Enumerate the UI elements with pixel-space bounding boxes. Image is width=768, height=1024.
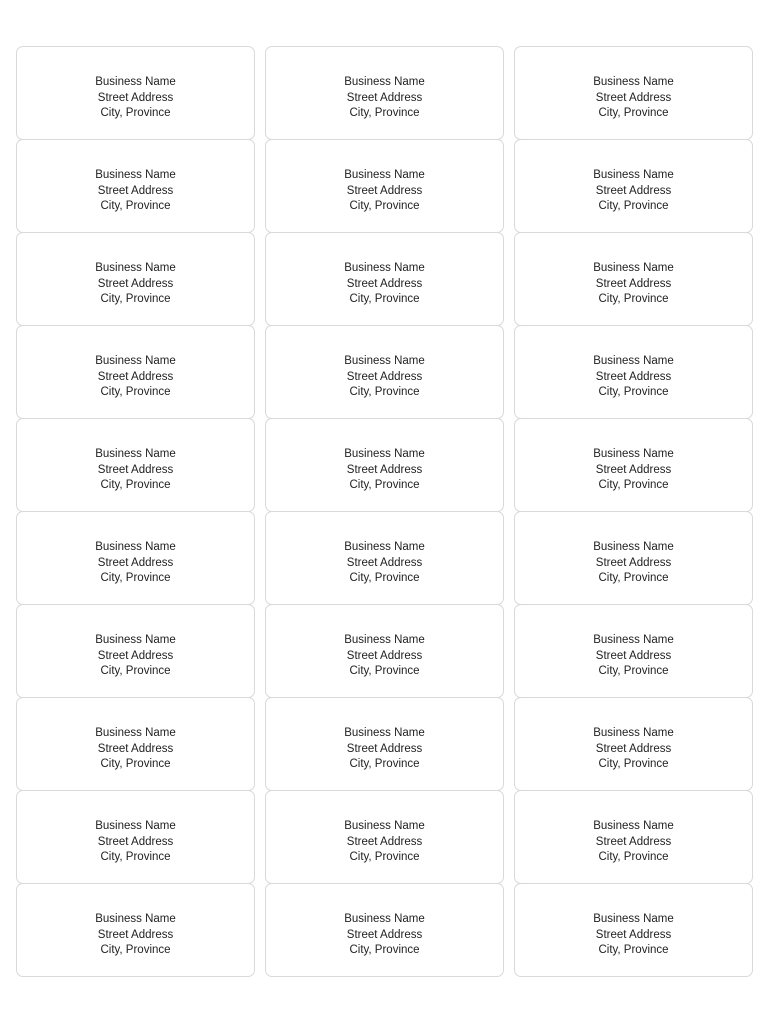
business-name-text: Business Name [344,169,425,181]
business-name-text: Business Name [593,820,674,832]
street-address-text: Street Address [97,835,174,848]
city-province-text: City, Province [598,758,669,770]
address-label [16,883,255,977]
business-name-text: Business Name [593,913,674,925]
city-province-text: City, Province [598,479,669,491]
street-address-text: Street Address [97,463,174,476]
address-label [514,697,753,791]
city-province-text: City, Province [100,665,171,677]
business-name-text: Business Name [344,727,425,739]
street-address-text: Street Address [97,649,174,662]
street-address-text: Street Address [346,649,423,662]
street-address-text: Street Address [595,649,672,662]
address-label [16,790,255,884]
business-name-text: Business Name [95,262,176,274]
address-label [265,46,504,140]
street-address-text: Street Address [346,556,423,569]
street-address-text: Street Address [346,370,423,383]
label-grid [16,46,753,976]
address-label [514,883,753,977]
business-name-text: Business Name [593,541,674,553]
business-name-text: Business Name [593,634,674,646]
street-address-text: Street Address [595,463,672,476]
city-province-text: City, Province [100,572,171,584]
city-province-text: City, Province [598,851,669,863]
address-label [265,232,504,326]
address-label [514,139,753,233]
street-address-text: Street Address [595,91,672,104]
street-address-text: Street Address [346,184,423,197]
business-name-text: Business Name [95,169,176,181]
address-label [16,511,255,605]
address-label [265,139,504,233]
city-province-text: City, Province [598,293,669,305]
address-label [514,46,753,140]
city-province-text: City, Province [598,944,669,956]
city-province-text: City, Province [349,479,420,491]
address-label [16,46,255,140]
street-address-text: Street Address [595,370,672,383]
address-label [265,325,504,419]
business-name-text: Business Name [593,169,674,181]
street-address-text: Street Address [346,463,423,476]
street-address-text: Street Address [346,835,423,848]
city-province-text: City, Province [349,851,420,863]
street-address-text: Street Address [97,277,174,290]
address-label [265,697,504,791]
business-name-text: Business Name [95,913,176,925]
street-address-text: Street Address [595,277,672,290]
city-province-text: City, Province [100,200,171,212]
business-name-text: Business Name [95,448,176,460]
address-label [514,604,753,698]
address-label [16,325,255,419]
business-name-text: Business Name [95,820,176,832]
business-name-text: Business Name [95,76,176,88]
street-address-text: Street Address [595,556,672,569]
city-province-text: City, Province [598,200,669,212]
address-label [16,604,255,698]
city-province-text: City, Province [100,479,171,491]
city-province-text: City, Province [349,758,420,770]
address-label [265,604,504,698]
business-name-text: Business Name [95,541,176,553]
city-province-text: City, Province [100,758,171,770]
business-name-text: Business Name [593,727,674,739]
business-name-text: Business Name [344,262,425,274]
city-province-text: City, Province [349,572,420,584]
city-province-text: City, Province [598,107,669,119]
street-address-text: Street Address [97,91,174,104]
city-province-text: City, Province [598,665,669,677]
business-name-text: Business Name [344,820,425,832]
business-name-text: Business Name [344,76,425,88]
address-label [16,232,255,326]
address-label [514,232,753,326]
address-label [265,418,504,512]
city-province-text: City, Province [100,293,171,305]
street-address-text: Street Address [346,742,423,755]
address-label [265,883,504,977]
business-name-text: Business Name [344,913,425,925]
business-name-text: Business Name [344,634,425,646]
business-name-text: Business Name [593,448,674,460]
city-province-text: City, Province [100,944,171,956]
business-name-text: Business Name [95,727,176,739]
city-province-text: City, Province [349,386,420,398]
address-label [514,325,753,419]
address-label [514,418,753,512]
street-address-text: Street Address [97,370,174,383]
street-address-text: Street Address [595,835,672,848]
city-province-text: City, Province [349,944,420,956]
address-label [16,418,255,512]
business-name-text: Business Name [344,541,425,553]
business-name-text: Business Name [593,262,674,274]
business-name-text: Business Name [593,355,674,367]
city-province-text: City, Province [349,293,420,305]
business-name-text: Business Name [344,448,425,460]
street-address-text: Street Address [97,184,174,197]
street-address-text: Street Address [595,742,672,755]
address-label [16,139,255,233]
city-province-text: City, Province [100,851,171,863]
street-address-text: Street Address [595,928,672,941]
address-label [265,790,504,884]
address-label [265,511,504,605]
business-name-text: Business Name [95,355,176,367]
street-address-text: Street Address [346,928,423,941]
city-province-text: City, Province [100,386,171,398]
address-label [16,697,255,791]
city-province-text: City, Province [100,107,171,119]
street-address-text: Street Address [346,277,423,290]
business-name-text: Business Name [95,634,176,646]
address-label [514,790,753,884]
street-address-text: Street Address [97,928,174,941]
city-province-text: City, Province [598,386,669,398]
city-province-text: City, Province [349,107,420,119]
street-address-text: Street Address [97,742,174,755]
address-label [514,511,753,605]
city-province-text: City, Province [349,665,420,677]
street-address-text: Street Address [346,91,423,104]
business-name-text: Business Name [344,355,425,367]
city-province-text: City, Province [598,572,669,584]
street-address-text: Street Address [595,184,672,197]
city-province-text: City, Province [349,200,420,212]
street-address-text: Street Address [97,556,174,569]
business-name-text: Business Name [593,76,674,88]
